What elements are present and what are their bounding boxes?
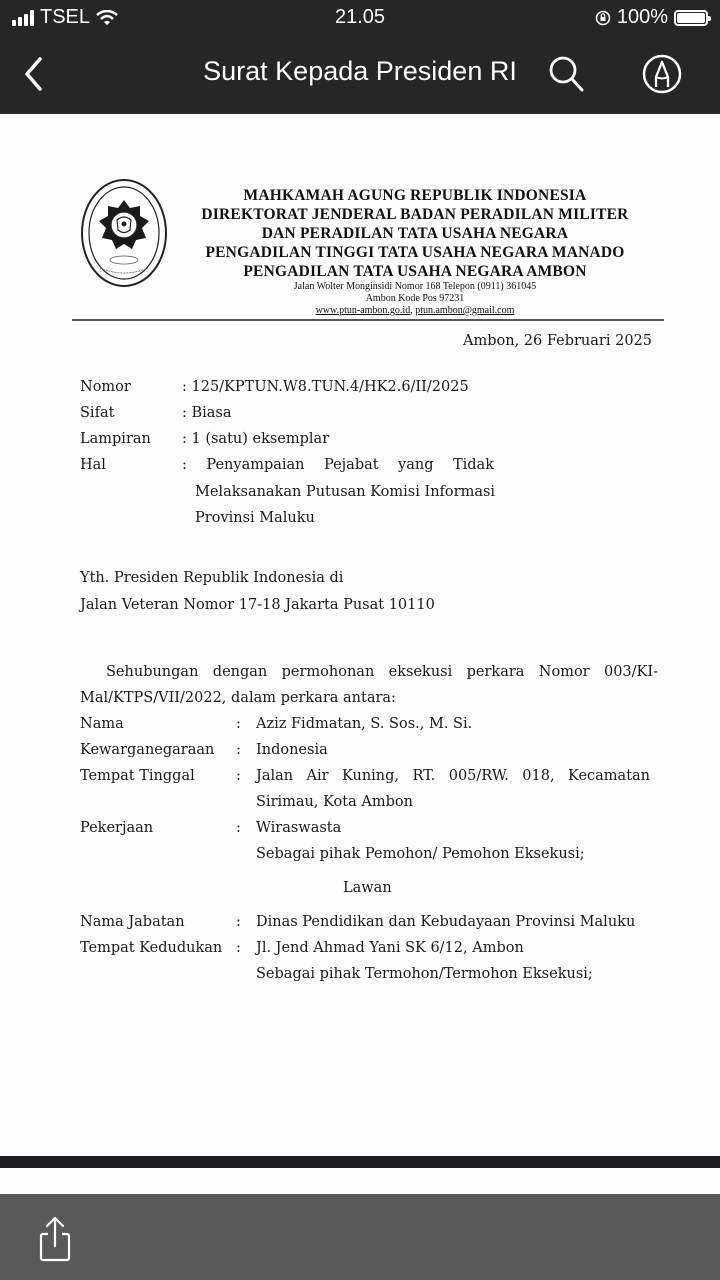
meta-label: Nomor [80,379,131,395]
website-link[interactable]: www.ptun-ambon.go.id [315,305,411,316]
party-value: Dinas Pendidikan dan Kebudayaan Provinsi Maluku [256,914,636,930]
place-date: Ambon, 26 Februari 2025 [463,333,652,349]
party-label: Nama Jabatan [80,914,185,930]
letterhead [180,186,650,317]
meta-label: Hal [80,457,106,473]
letterhead-contacts: www.ptun-ambon.go.id, ptun.ambon@gmail.com [315,305,515,316]
colon: : [236,820,241,836]
email-link[interactable]: ptun.ambon@gmail.com [415,305,515,316]
party-value: Jalan Air Kuning, RT. 005/RW. 018, Kecamatan [256,768,650,784]
letterhead-line: DIREKTORAT JENDERAL BADAN PERADILAN MILITER [201,206,629,223]
meta-value: : 125/KPTUN.W8.TUN.4/HK2.6/II/2025 [182,379,469,395]
colon: : [236,914,241,930]
letterhead-line: PENGADILAN TATA USAHA NEGARA AMBON [243,263,587,280]
status-bar [0,0,720,36]
document-title: Surat Kepada Presiden RI [203,56,517,86]
share-button[interactable] [34,1216,78,1262]
party-label: Kewarganegaraan [80,742,215,758]
party-value: Aziz Fidmatan, S. Sos., M. Si. [256,716,473,732]
next-document-page[interactable] [0,1168,720,1194]
letterhead-line: MAHKAMAH AGUNG REPUBLIK INDONESIA [243,187,587,204]
party-label: Tempat Tinggal [80,768,195,784]
hal-continuation: Provinsi Maluku [195,510,315,526]
markup-button[interactable] [640,52,684,96]
party-label: Nama [80,716,124,732]
carrier-label: TSEL [40,6,91,28]
meta-value: : Biasa [182,405,232,421]
letterhead-line: DAN PERADILAN TATA USAHA NEGARA [261,225,569,242]
colon: : [236,940,241,956]
orientation-lock-icon [595,10,611,26]
navigation-bar [0,36,720,112]
intro-line: Sehubungan dengan permohonan eksekusi perkara Nomor 003/KI- [106,664,658,680]
court-seal-logo [80,178,168,288]
party-value: Indonesia [256,742,328,758]
colon: : [236,716,241,732]
party-label: Pekerjaan [80,820,154,836]
letterhead-city-postal: Ambon Kode Pos 97231 [365,293,465,304]
letterhead-line: PENGADILAN TINGGI TATA USAHA NEGARA MANADO [205,244,625,261]
colon: : [236,742,241,758]
clock: 21.05 [334,6,386,28]
recipient-line: Yth. Presiden Republik Indonesia di [80,570,344,586]
termohon-role: Sebagai pihak Termohon/Termohon Eksekusi; [256,966,593,982]
search-icon [546,54,586,94]
recipient-line: Jalan Veteran Nomor 17-18 Jakarta Pusat 10110 [80,597,435,613]
party-value: Jl. Jend Ahmad Yani SK 6/12, Ambon [256,940,524,956]
meta-label: Lampiran [80,431,151,447]
lawan-heading: Lawan [343,880,392,896]
bottom-toolbar [0,1194,720,1280]
meta-value: : Penyampaian Pejabat yang Tidak [182,457,494,473]
intro-line: Mal/KTPS/VII/2022, dalam perkara antara: [80,690,396,706]
battery-icon [674,10,708,26]
pemohon-role: Sebagai pihak Pemohon/ Pemohon Eksekusi; [256,846,585,862]
battery-percent: 100% [616,6,668,28]
party-label: Tempat Kedudukan [80,940,223,956]
colon: : [236,768,241,784]
letterhead-rule [72,319,664,321]
markup-pen-icon [641,53,683,95]
hal-continuation: Melaksanakan Putusan Komisi Informasi [195,484,496,500]
share-icon [34,1216,78,1262]
status-right [595,6,708,29]
party-value-continuation: Sirimau, Kota Ambon [256,794,413,810]
meta-label: Sifat [80,405,115,421]
meta-value: : 1 (satu) eksemplar [182,431,330,447]
search-button[interactable] [544,52,588,96]
letterhead-address: Jalan Wolter Monginsidi Nomor 168 Telepon (0911) 361045 [293,281,537,292]
page-separator [0,1156,720,1168]
party-value: Wiraswasta [256,820,342,836]
